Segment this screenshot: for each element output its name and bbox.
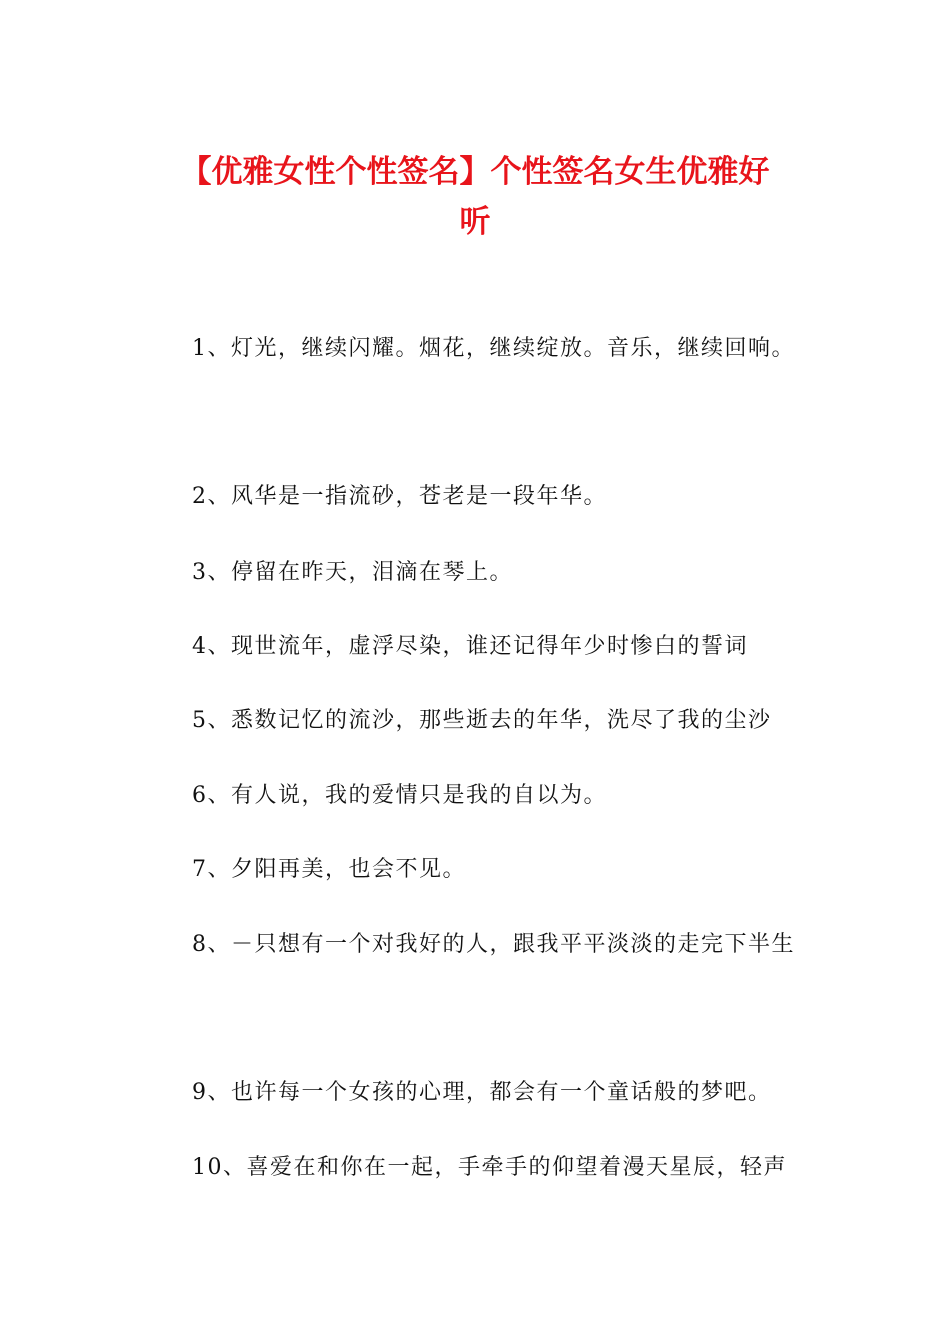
signature-item-10: 10、喜爱在和你在一起，手牵手的仰望着漫天星辰，轻声	[192, 1155, 787, 1180]
signature-item-4: 4、现世流年，虚浮尽染，谁还记得年少时惨白的誓词	[192, 634, 748, 659]
signature-item-3: 3、停留在昨天，泪滴在琴上。	[192, 560, 513, 585]
signature-item-7: 7、夕阳再美，也会不见。	[192, 857, 466, 882]
signature-item-5: 5、悉数记忆的流沙，那些逝去的年华，洗尽了我的尘沙	[192, 708, 772, 733]
signature-item-6: 6、有人说，我的爱情只是我的自以为。	[192, 783, 607, 808]
document-title-line-2: 听	[459, 204, 491, 240]
document-title-line-1: 【优雅女性个性签名】个性签名女生优雅好	[180, 154, 770, 190]
signature-item-1: 1、灯光，继续闪耀。烟花，继续绽放。音乐，继续回响。	[192, 336, 795, 361]
signature-item-2: 2、风华是一指流砂，苍老是一段年华。	[192, 484, 607, 509]
signature-item-9: 9、也许每一个女孩的心理，都会有一个童话般的梦吧。	[192, 1080, 772, 1105]
signature-item-8: 8、－只想有一个对我好的人，跟我平平淡淡的走完下半生	[192, 932, 795, 957]
